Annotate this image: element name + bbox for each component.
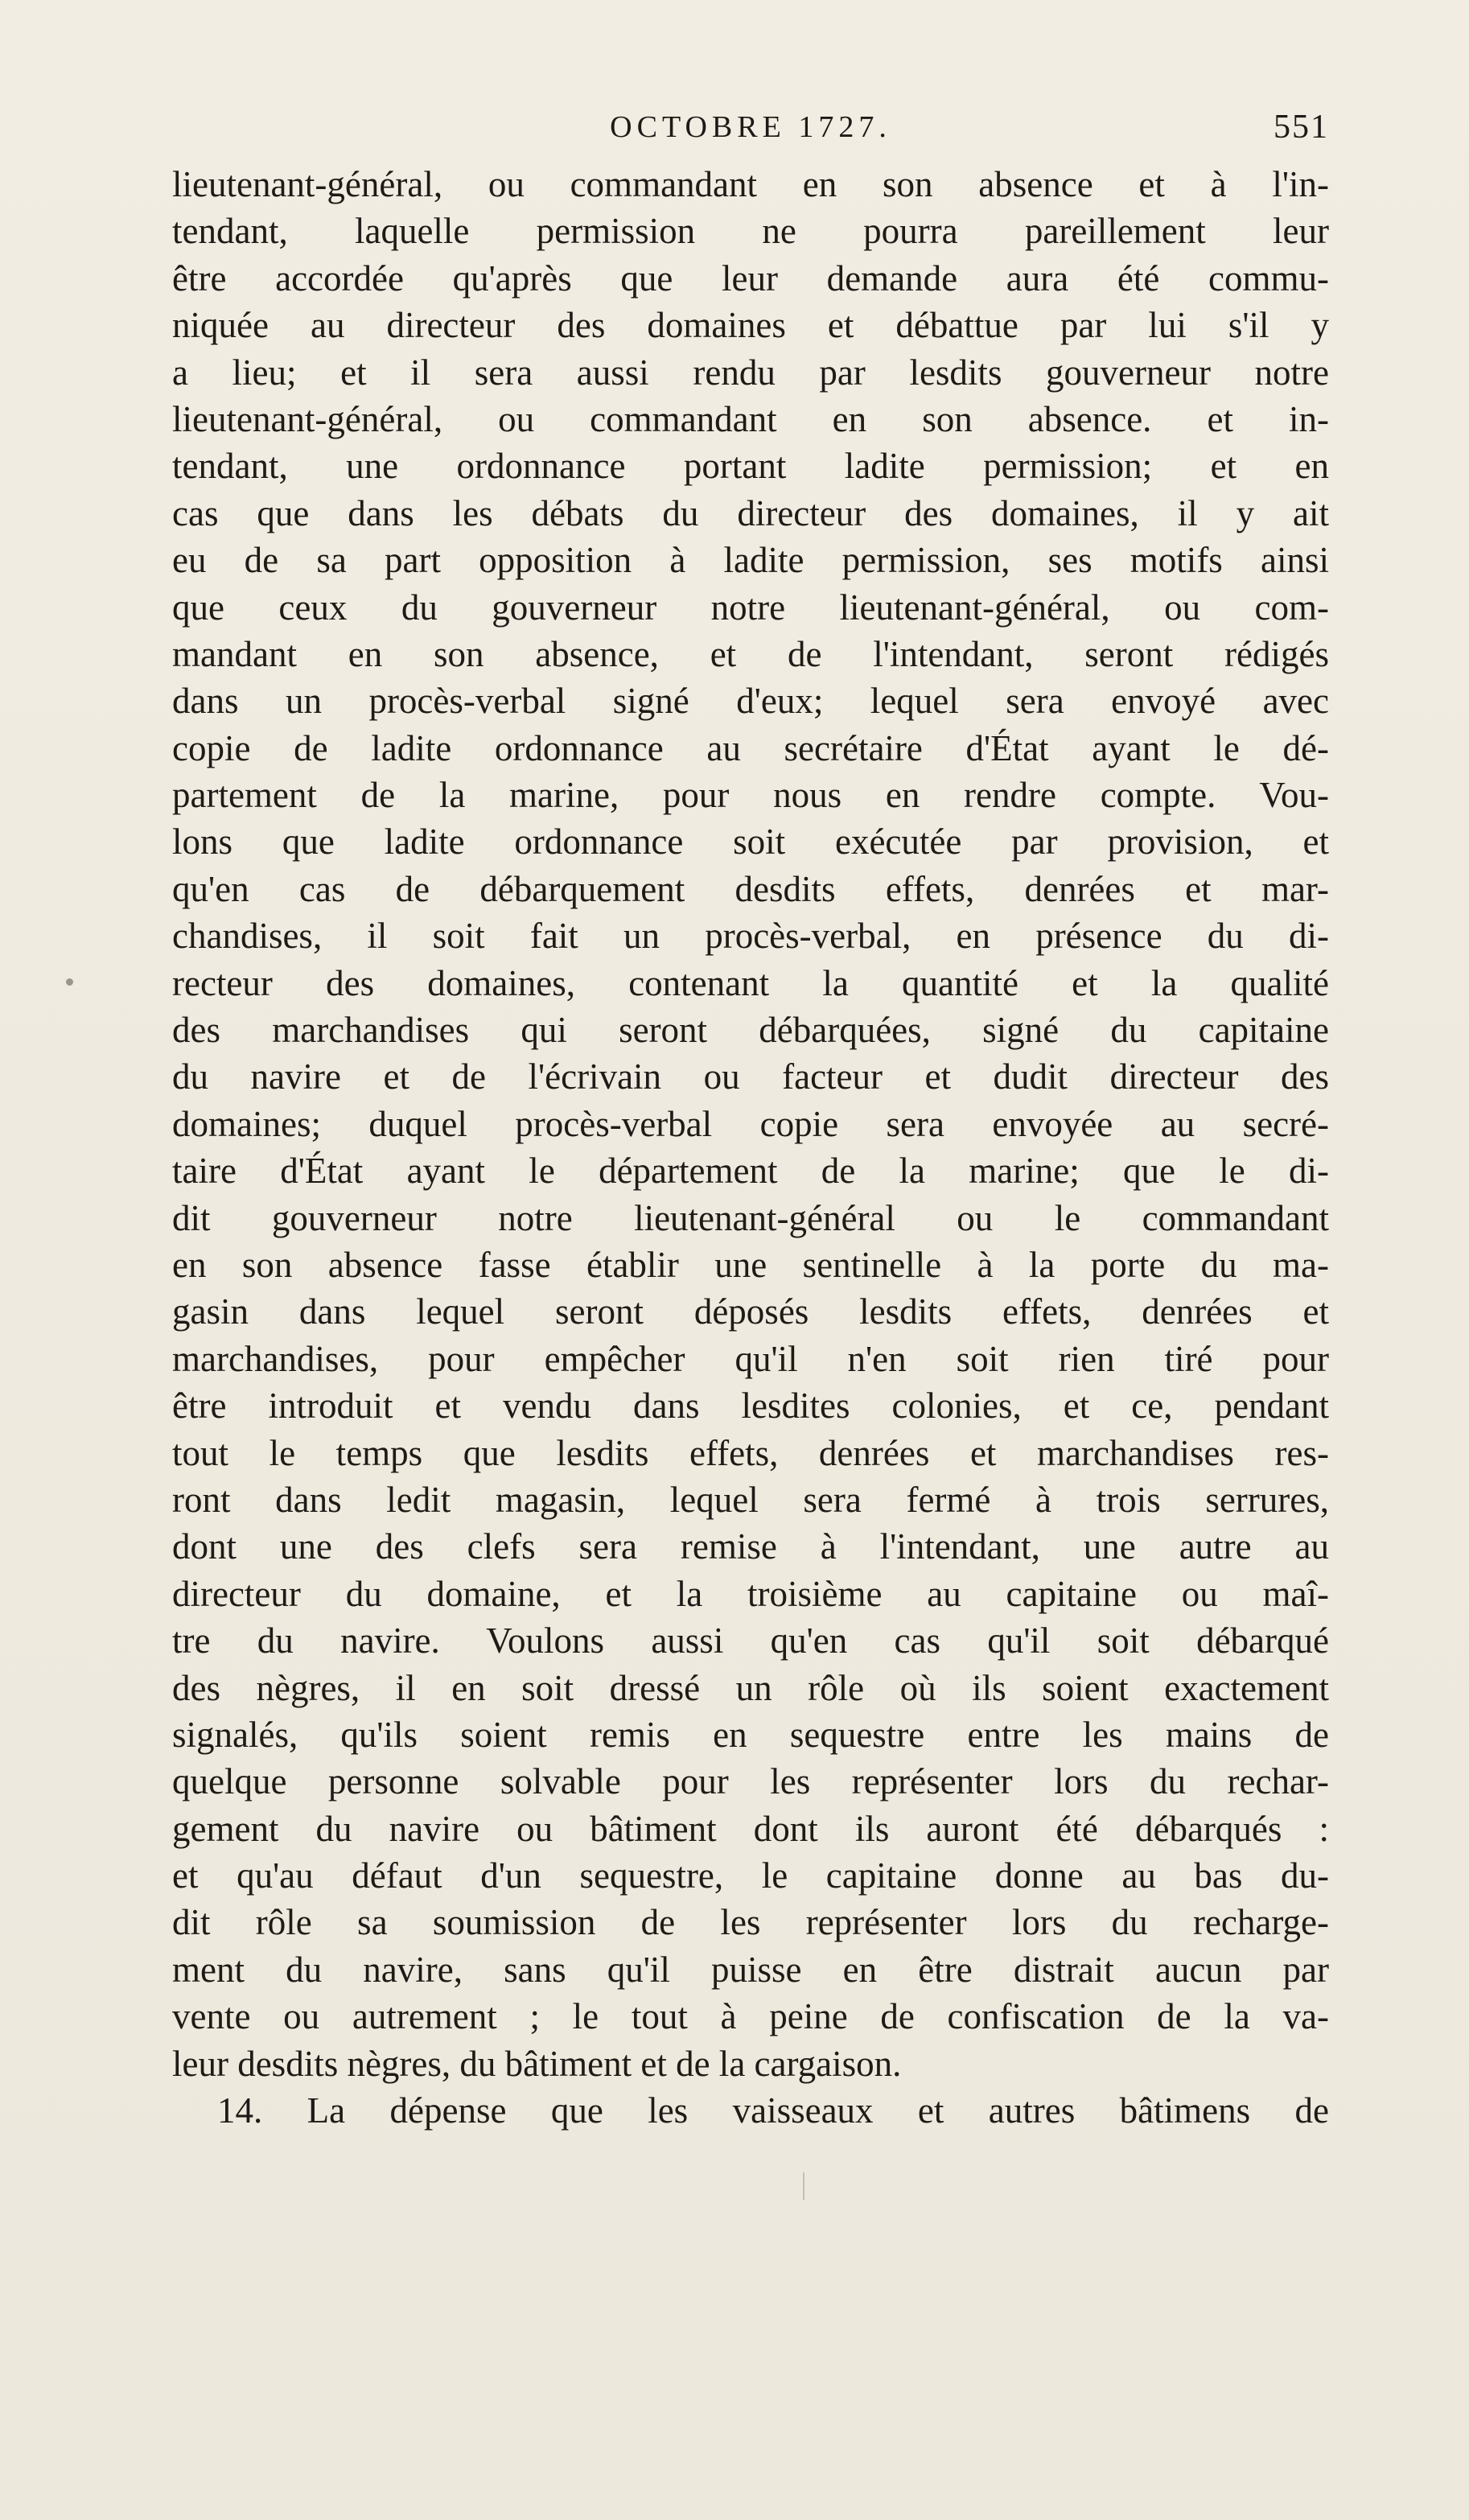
text-line: tendant, une ordonnance portant ladite permission; et en (172, 446, 1329, 487)
text-line: dit rôle sa soumission de les représenter lors du recharge- (172, 1902, 1329, 1943)
text-line: copie de ladite ordonnance au secrétaire d'État ayant le dé- (172, 727, 1329, 768)
text-line: lons que ladite ordonnance soit exécutée par provision, et (172, 821, 1329, 863)
text-line: directeur du domaine, et la troisième au capitaine ou maî- (172, 1573, 1329, 1614)
text-line: partement de la marine, pour nous en rendre compte. Vou- (172, 775, 1329, 816)
running-head (172, 103, 1329, 151)
text-line: niquée au directeur des domaines et débattue par lui s'il y (172, 305, 1329, 346)
text-line: quelque personne solvable pour les représenter lors du rechar- (172, 1761, 1329, 1802)
text-line: lieutenant-général, ou commandant en son absence. et in- (172, 398, 1329, 439)
article-start-line: 14. La dépense que les vaisseaux et autres bâtimens de (217, 2090, 1329, 2131)
text-line: mandant en son absence, et de l'intendant, seront rédigés (172, 633, 1329, 674)
text-line: leur desdits nègres, du bâtiment et de la cargaison. (172, 2043, 902, 2084)
text-line: dit gouverneur notre lieutenant-général ou le commandant (172, 1197, 1329, 1238)
text-line: marchandises, pour empêcher qu'il n'en soit rien tiré pour (172, 1338, 1329, 1379)
text-line: être accordée qu'après que leur demande aura été commu- (172, 257, 1329, 299)
text-line: recteur des domaines, contenant la quantité et la qualité (172, 962, 1329, 1003)
paper-speck (66, 978, 73, 986)
text-line: des nègres, il en soit dressé un rôle où ils soient exactement (172, 1667, 1329, 1708)
text-line: gement du navire ou bâtiment dont ils auront été débarqués : (172, 1808, 1329, 1849)
text-line: que ceux du gouverneur notre lieutenant-général, ou com- (172, 587, 1329, 628)
text-line: tre du navire. Voulons aussi qu'en cas qu'il soit débarqué (172, 1620, 1329, 1661)
page-number: 551 (1274, 109, 1329, 146)
paper-mark (803, 2172, 804, 2200)
text-line: ront dans ledit magasin, lequel sera fermé à trois serrures, (172, 1479, 1329, 1520)
body-text (172, 161, 1329, 2134)
text-line: tendant, laquelle permission ne pourra pareillement leur (172, 211, 1329, 252)
text-line: ment du navire, sans qu'il puisse en être distrait aucun par (172, 1949, 1329, 1990)
text-line: tout le temps que lesdits effets, denrées et marchandises res- (172, 1432, 1329, 1473)
text-line: eu de sa part opposition à ladite permission, ses motifs ainsi (172, 540, 1329, 581)
text-line: a lieu; et il sera aussi rendu par lesdits gouverneur notre (172, 352, 1329, 393)
text-line: qu'en cas de débarquement desdits effets, denrées et mar- (172, 868, 1329, 909)
text-line: signalés, qu'ils soient remis en sequestre entre les mains de (172, 1714, 1329, 1755)
text-line: lieutenant-général, ou commandant en son absence et à l'in- (172, 164, 1329, 204)
text-line: et qu'au défaut d'un sequestre, le capitaine donne au bas du- (172, 1855, 1329, 1896)
text-line: dans un procès-verbal signé d'eux; lequel sera envoyé avec (172, 681, 1329, 722)
text-line: du navire et de l'écrivain ou facteur et dudit directeur des (172, 1056, 1329, 1097)
text-line: chandises, il soit fait un procès-verbal, en présence du di- (172, 916, 1329, 957)
text-line: être introduit et vendu dans lesdites colonies, et ce, pendant (172, 1386, 1329, 1427)
text-line: gasin dans lequel seront déposés lesdits effets, denrées et (172, 1291, 1329, 1332)
text-line: dont une des clefs sera remise à l'intendant, une autre au (172, 1526, 1329, 1567)
text-line: des marchandises qui seront débarquées, signé du capitaine (172, 1010, 1329, 1051)
text-line: cas que dans les débats du directeur des domaines, il y ait (172, 492, 1329, 533)
text-line: taire d'État ayant le département de la marine; que le di- (172, 1151, 1329, 1192)
text-line: vente ou autrement ; le tout à peine de confiscation de la va- (172, 1996, 1329, 2037)
text-line: domaines; duquel procès-verbal copie sera envoyée au secré- (172, 1103, 1329, 1144)
running-title: OCTOBRE 1727. (610, 110, 891, 144)
text-line: en son absence fasse établir une sentinelle à la porte du ma- (172, 1244, 1329, 1285)
